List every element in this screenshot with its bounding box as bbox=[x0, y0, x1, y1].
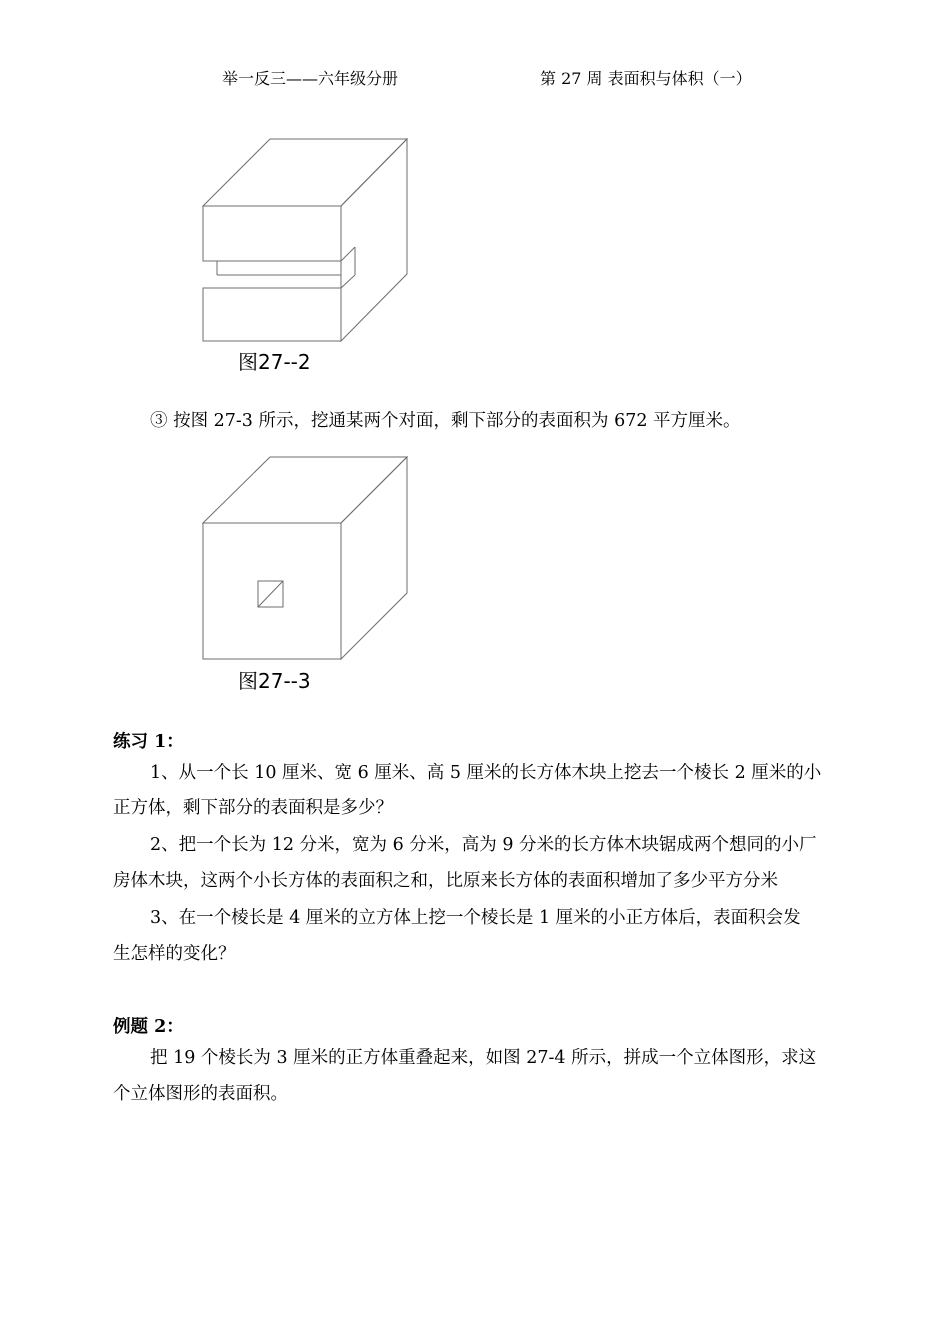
fig-27-2-caption: 图27--2 bbox=[238, 350, 311, 374]
fig2-top-face bbox=[203, 139, 407, 206]
practice-1-line-1: 1、从一个长 10 厘米、宽 6 厘米、高 5 厘米的长方体木块上挖去一个棱长 2 厘米的小 bbox=[150, 763, 822, 783]
example-title: 例题 2： bbox=[113, 1017, 184, 1037]
fig3-hole-diagonal bbox=[258, 581, 283, 607]
header-right: 第 27 周 表面积与体积（一） bbox=[540, 69, 752, 88]
figure-27-2 bbox=[200, 136, 410, 346]
fig2-slot-line bbox=[341, 275, 355, 288]
fig3-front-face bbox=[203, 523, 341, 659]
practice-2-line-1: 2、把一个长为 12 分米，宽为 6 分米，高为 9 分米的长方体木块锯成两个想同的小厂 bbox=[150, 835, 817, 855]
practice-3-line-1: 3、在一个棱长是 4 厘米的立方体上挖一个棱长是 1 厘米的小正方体后，表面积会发 bbox=[150, 908, 801, 928]
fig2-right-face bbox=[341, 139, 407, 341]
fig3-top-face bbox=[203, 457, 407, 523]
fig2-front-upper bbox=[203, 206, 341, 261]
practice-1-line-2: 正方体，剩下部分的表面积是多少？ bbox=[113, 798, 393, 818]
fig3-right-face bbox=[341, 457, 407, 659]
example-line-2: 个立体图形的表面积。 bbox=[113, 1084, 288, 1104]
fig-27-3-caption: 图27--3 bbox=[238, 669, 311, 693]
fig2-front-lower bbox=[203, 288, 341, 341]
practice-title: 练习 1： bbox=[113, 732, 184, 752]
fig2-slot-line bbox=[341, 247, 355, 261]
practice-2-line-2: 房体木块，这两个小长方体的表面积之和，比原来长方体的表面积增加了多少平方分米 bbox=[113, 871, 778, 891]
header-left: 举一反三——六年级分册 bbox=[222, 69, 399, 88]
example-line-1: 把 19 个棱长为 3 厘米的正方体重叠起来，如图 27-4 所示，拼成一个立体图形，求这 bbox=[150, 1048, 817, 1068]
figure-27-3 bbox=[200, 454, 410, 664]
item-3-text: ③ 按图 27-3 所示，挖通某两个对面，剩下部分的表面积为 672 平方厘米。 bbox=[150, 411, 741, 431]
practice-3-line-2: 生怎样的变化？ bbox=[113, 944, 236, 964]
